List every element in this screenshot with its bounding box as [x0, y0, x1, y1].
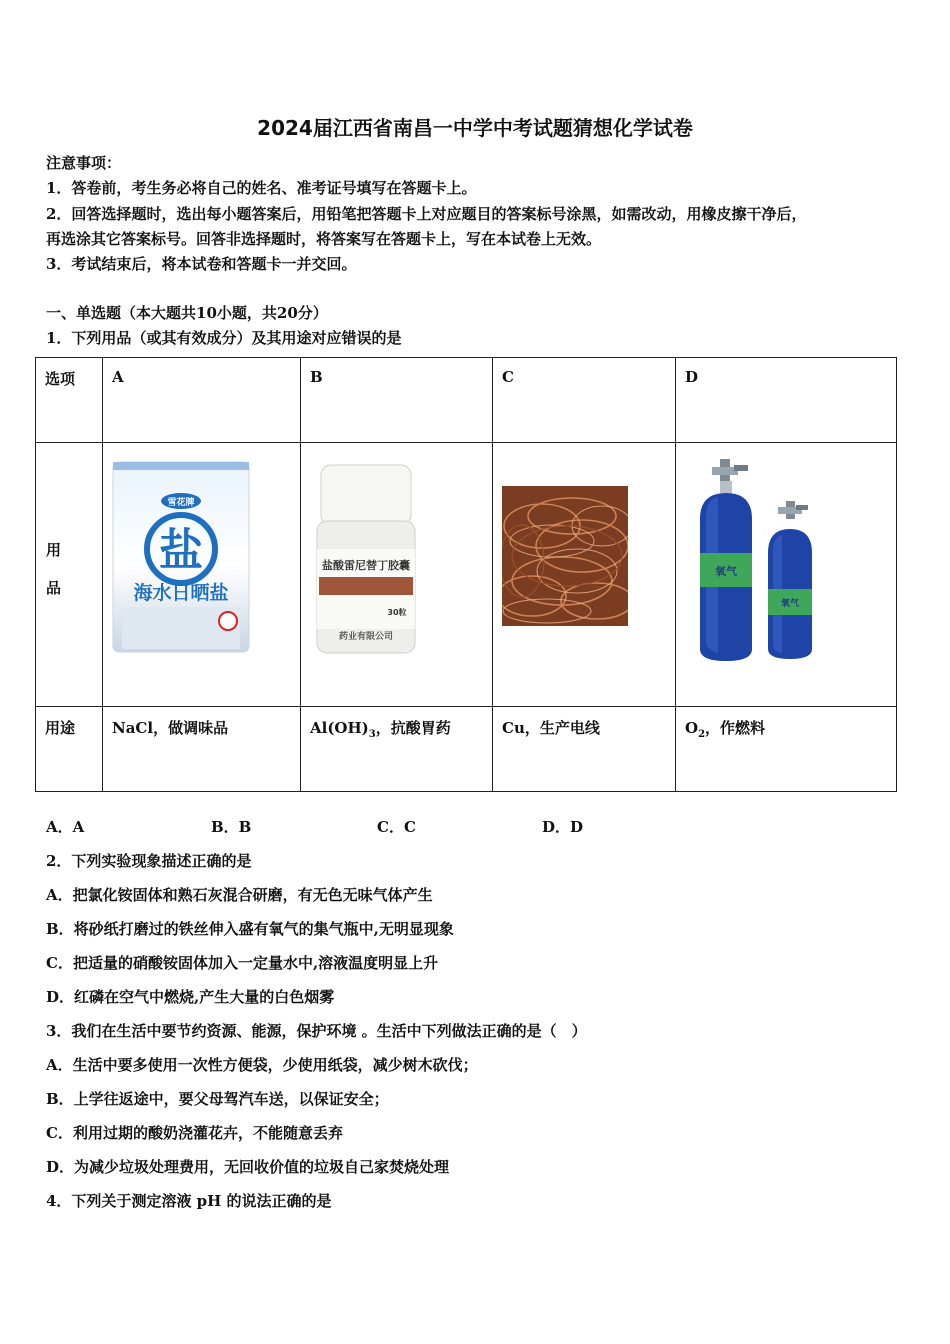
use-cell-a: NaCl，做调味品	[103, 707, 301, 792]
question-3-stem: 3．我们在生活中要节约资源、能源，保护环境 。生活中下列做法正确的是（ ）	[46, 1022, 587, 1040]
q1-option-b: B．B	[211, 818, 252, 836]
row-label-char: 用	[46, 541, 62, 559]
notice-item: 1．答卷前，考生务必将自己的姓名、准考证号填写在答题卡上。	[46, 179, 477, 197]
product-cell-a	[103, 443, 301, 707]
notice-heading: 注意事项：	[46, 154, 122, 172]
notice-item: 2．回答选择题时，选出每小题答案后，用铅笔把答题卡上对应题目的答案标号涂黑，如需改动，用橡皮擦干净后，	[46, 205, 807, 223]
table-header-cell: D	[676, 358, 897, 443]
salt-product-name: 海水日晒盐	[133, 582, 229, 604]
q2-option: C．把适量的硝酸铵固体加入一定量水中,溶液温度明显上升	[46, 954, 439, 972]
product-cell-b	[301, 443, 493, 707]
question-1-stem: 1．下列用品（或其有效成分）及其用途对应错误的是	[46, 329, 402, 347]
uses-label-cell: 用途	[36, 707, 103, 792]
q1-option-a: A．A	[46, 818, 85, 836]
table-header-cell: A	[103, 358, 301, 443]
pill-company: 药业有限公司	[338, 632, 394, 642]
pill-bottle-image	[315, 463, 417, 661]
row-label-cell	[36, 443, 103, 707]
q3-option: B．上学往返途中，要父母驾汽车送，以保证安全；	[46, 1090, 389, 1108]
tank-label-small: 氧气	[780, 599, 800, 609]
question-4-stem: 4．下列关于测定溶液 pH 的说法正确的是	[46, 1192, 332, 1210]
pill-label: 盐酸雷尼替丁胶囊	[322, 559, 410, 572]
use-cell-c: Cu，生产电线	[493, 707, 676, 792]
question-1-table	[35, 357, 897, 792]
table-row	[36, 358, 897, 443]
notice-item: 再选涂其它答案标号。回答非选择题时，将答案写在答题卡上，写在本试卷上无效。	[46, 230, 602, 248]
q3-option: C．利用过期的酸奶浇灌花卉，不能随意丢弃	[46, 1124, 343, 1142]
product-cell-c	[493, 443, 676, 707]
pill-count: 30粒	[387, 608, 407, 617]
q3-option: D．为减少垃圾处理费用，无回收价值的垃圾自己家焚烧处理	[46, 1158, 450, 1176]
use-cell-d: $O_2$，作燃料	[676, 707, 897, 792]
q1-option-c: C．C	[377, 818, 416, 836]
salt-char: 盐	[159, 525, 203, 576]
table-row	[36, 707, 897, 792]
question-2-stem: 2．下列实验现象描述正确的是	[46, 852, 252, 870]
q2-option: D．红磷在空气中燃烧,产生大量的白色烟雾	[46, 988, 335, 1006]
tank-label: 氧气	[715, 565, 737, 578]
q3-option: A．生活中要多使用一次性方便袋，少使用纸袋，减少树木砍伐；	[46, 1056, 478, 1074]
salt-brand: 雪花牌	[167, 498, 195, 508]
notice-item: 3．考试结束后，将本试卷和答题卡一并交回。	[46, 255, 357, 273]
q1-option-d: D．D	[542, 818, 584, 836]
q2-option: A．把氯化铵固体和熟石灰混合研磨，有无色无味气体产生	[46, 886, 433, 904]
table-header-cell: B	[301, 358, 493, 443]
table-row	[36, 443, 897, 707]
product-cell-d	[676, 443, 897, 707]
table-header-cell: 选项	[36, 358, 103, 443]
q2-option: B．将砂纸打磨过的铁丝伸入盛有氧气的集气瓶中,无明显现象	[46, 920, 454, 938]
section-heading: 一、单选题（本大题共10小题，共20分）	[46, 304, 328, 322]
page-title: 2024届江西省南昌一中学中考试题猜想化学试卷	[257, 116, 693, 140]
use-cell-b: $Al(OH)_3$，抗酸胃药	[301, 707, 493, 792]
table-header-cell: C	[493, 358, 676, 443]
oxygen-tank-image	[694, 453, 834, 669]
row-label-char: 品	[46, 579, 62, 597]
copper-wire-image	[502, 486, 628, 630]
salt-bag-image	[112, 461, 250, 657]
